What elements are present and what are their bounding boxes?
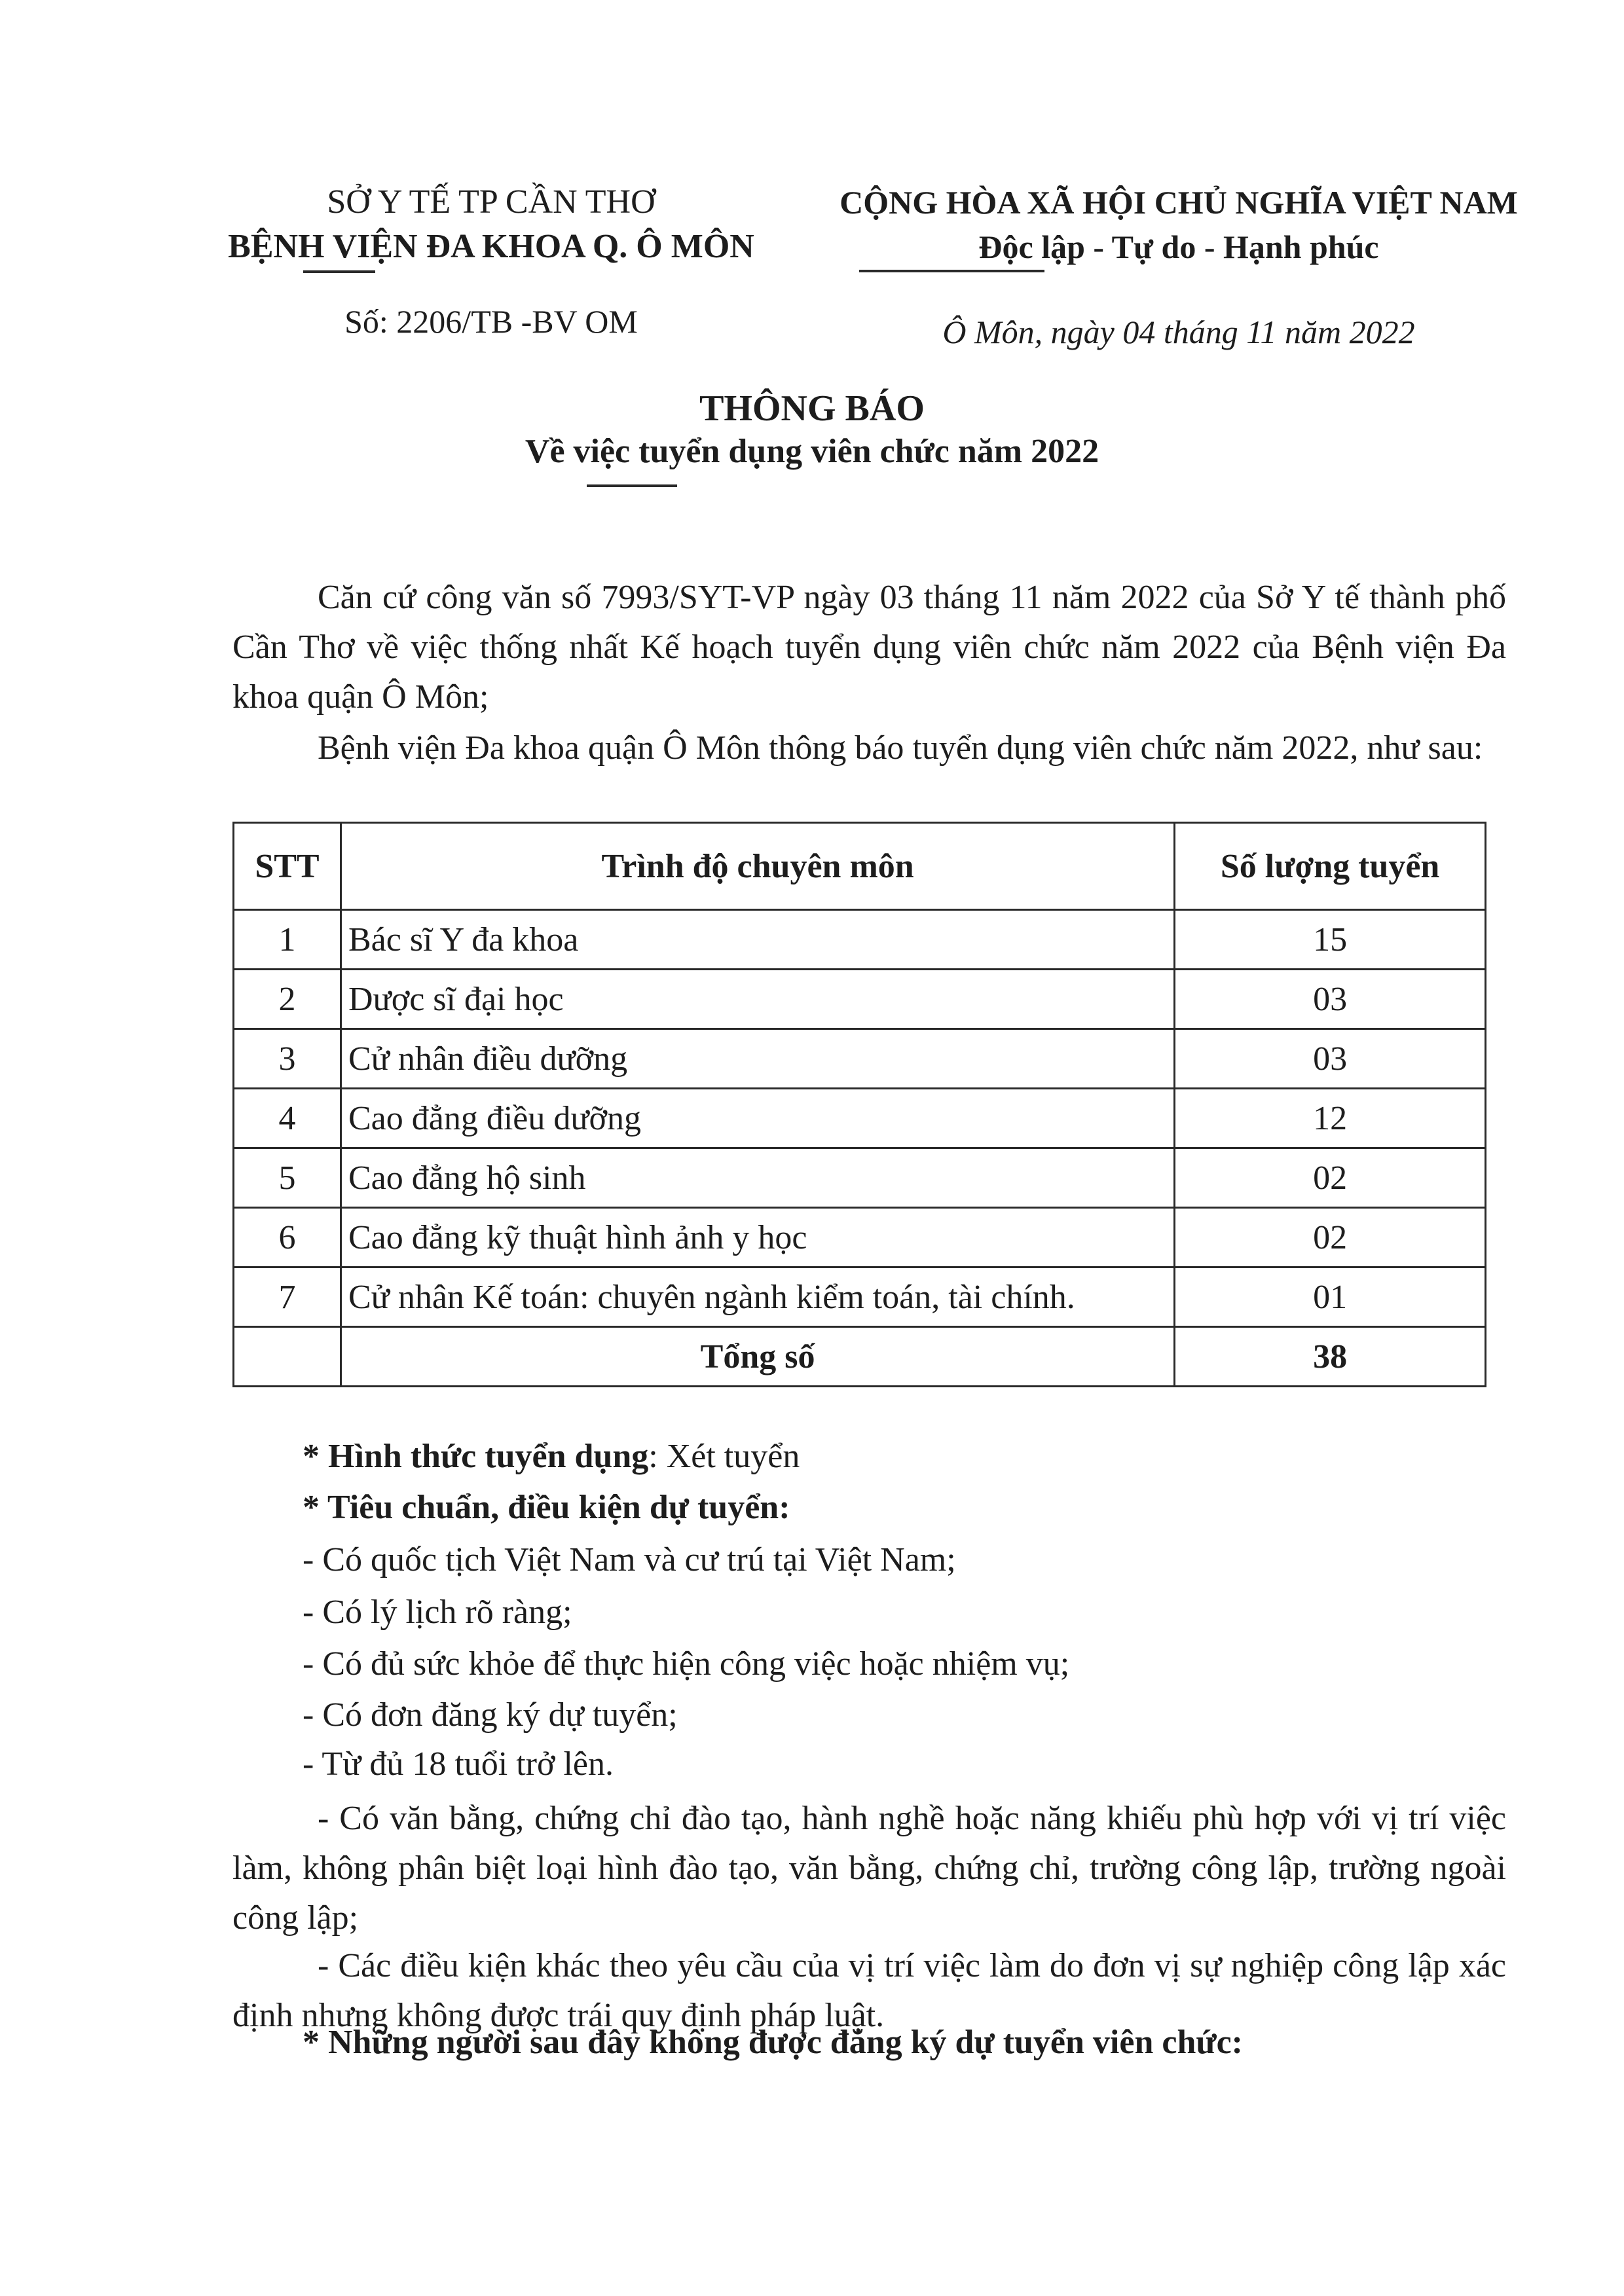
nation-name: CỘNG HÒA XÃ HỘI CHỦ NGHĨA VIỆT NAM — [840, 184, 1518, 221]
table-row — [234, 1267, 1486, 1327]
issuer-underline — [303, 270, 375, 273]
row-quantity: 15 — [1175, 910, 1486, 970]
recruitment-table — [232, 822, 1486, 1387]
row-qualification: Cao đẳng kỹ thuật hình ảnh y học — [341, 1208, 1174, 1267]
intro-paragraph-2 — [232, 723, 1506, 773]
hospital-name: BỆNH VIỆN ĐA KHOA Q. Ô MÔN — [228, 228, 754, 265]
title-underline — [587, 484, 677, 487]
total-value: 38 — [1175, 1327, 1486, 1387]
row-qualification: Cử nhân Kế toán: chuyên ngành kiểm toán, tài chính. — [341, 1267, 1174, 1327]
intro-paragraph-1 — [232, 573, 1506, 722]
table-row — [234, 1089, 1486, 1148]
table-row — [234, 910, 1486, 970]
issuer-block — [196, 180, 786, 269]
row-quantity: 02 — [1175, 1148, 1486, 1208]
row-qualification: Cử nhân điều dưỡng — [341, 1029, 1174, 1089]
header-qualification: Trình độ chuyên môn — [341, 823, 1174, 910]
criteria-item: - Có đơn đăng ký dự tuyển; — [303, 1696, 678, 1734]
total-stt-empty — [234, 1327, 341, 1387]
header-quantity: Số lượng tuyển — [1175, 823, 1486, 910]
row-qualification: Cao đẳng hộ sinh — [341, 1148, 1174, 1208]
row-stt: 1 — [234, 910, 341, 970]
recruitment-form-label: * Hình thức tuyển dụng — [303, 1438, 649, 1475]
row-stt: 4 — [234, 1089, 341, 1148]
criteria-other-text: - Các điều kiện khác theo yêu cầu của vị trí việc làm do đơn vị sự nghiệp công lập xác định nhưng không được trái quy định pháp luật. — [232, 1947, 1506, 2034]
document-number: Số: 2206/TB -BV OM — [344, 303, 638, 340]
row-quantity: 03 — [1175, 1029, 1486, 1089]
row-stt: 2 — [234, 970, 341, 1029]
recruitment-form-value: : Xét tuyển — [648, 1438, 800, 1475]
row-stt: 5 — [234, 1148, 341, 1208]
table-row — [234, 970, 1486, 1029]
criteria-item: - Có lý lịch rõ ràng; — [303, 1594, 572, 1631]
row-quantity: 03 — [1175, 970, 1486, 1029]
header-stt: STT — [234, 823, 341, 910]
row-quantity: 12 — [1175, 1089, 1486, 1148]
table-row — [234, 1029, 1486, 1089]
table-row — [234, 1148, 1486, 1208]
recruitment-form — [303, 1437, 800, 1476]
criteria-qualification-paragraph — [232, 1794, 1506, 1943]
row-quantity: 02 — [1175, 1208, 1486, 1267]
row-qualification: Cao đẳng điều dưỡng — [341, 1089, 1174, 1148]
row-qualification: Bác sĩ Y đa khoa — [341, 910, 1174, 970]
department-name: SỞ Y TẾ TP CẦN THƠ — [327, 183, 655, 221]
national-header — [786, 180, 1572, 269]
total-label: Tổng số — [341, 1327, 1174, 1387]
document-subtitle: Về việc tuyển dụng viên chức năm 2022 — [525, 433, 1099, 470]
row-quantity: 01 — [1175, 1267, 1486, 1327]
criteria-qualification-text: - Có văn bằng, chứng chỉ đào tạo, hành nghề hoặc năng khiếu phù hợp với vị trí việc làm, không phân biệt loại hình đào tạo, văn bằng, chứng chỉ, trường công lập, trường ngoài công lập; — [232, 1800, 1506, 1937]
national-motto: Độc lập - Tự do - Hạnh phúc — [978, 228, 1379, 265]
intro-paragraph-1-text: Căn cứ công văn số 7993/SYT-VP ngày 03 tháng 11 năm 2022 của Sở Y tế thành phố Cần Thơ về việc thống nhất Kế hoạch tuyển dụng viên chức năm 2022 của Bệnh viện Đa khoa quận Ô Môn; — [232, 579, 1506, 716]
excluded-heading: * Những người sau đây không được đăng ký dự tuyển viên chức: — [303, 2024, 1243, 2061]
criteria-item: - Có quốc tịch Việt Nam và cư trú tại Việt Nam; — [303, 1541, 956, 1578]
row-stt: 6 — [234, 1208, 341, 1267]
table-total-row — [234, 1327, 1486, 1387]
row-qualification: Dược sĩ đại học — [341, 970, 1174, 1029]
criteria-item: - Từ đủ 18 tuổi trở lên. — [303, 1745, 614, 1783]
document-title: THÔNG BÁO — [699, 388, 925, 429]
criteria-heading: * Tiêu chuẩn, điều kiện dự tuyển: — [303, 1489, 790, 1526]
motto-underline — [859, 270, 1044, 272]
criteria-item: - Có đủ sức khỏe để thực hiện công việc hoặc nhiệm vụ; — [303, 1645, 1070, 1683]
row-stt: 7 — [234, 1267, 341, 1327]
table-row — [234, 1208, 1486, 1267]
intro-paragraph-2-text: Bệnh viện Đa khoa quận Ô Môn thông báo tuyển dụng viên chức năm 2022, như sau: — [318, 729, 1483, 767]
place-date: Ô Môn, ngày 04 tháng 11 năm 2022 — [942, 314, 1415, 350]
table-header-row — [234, 823, 1486, 910]
row-stt: 3 — [234, 1029, 341, 1089]
